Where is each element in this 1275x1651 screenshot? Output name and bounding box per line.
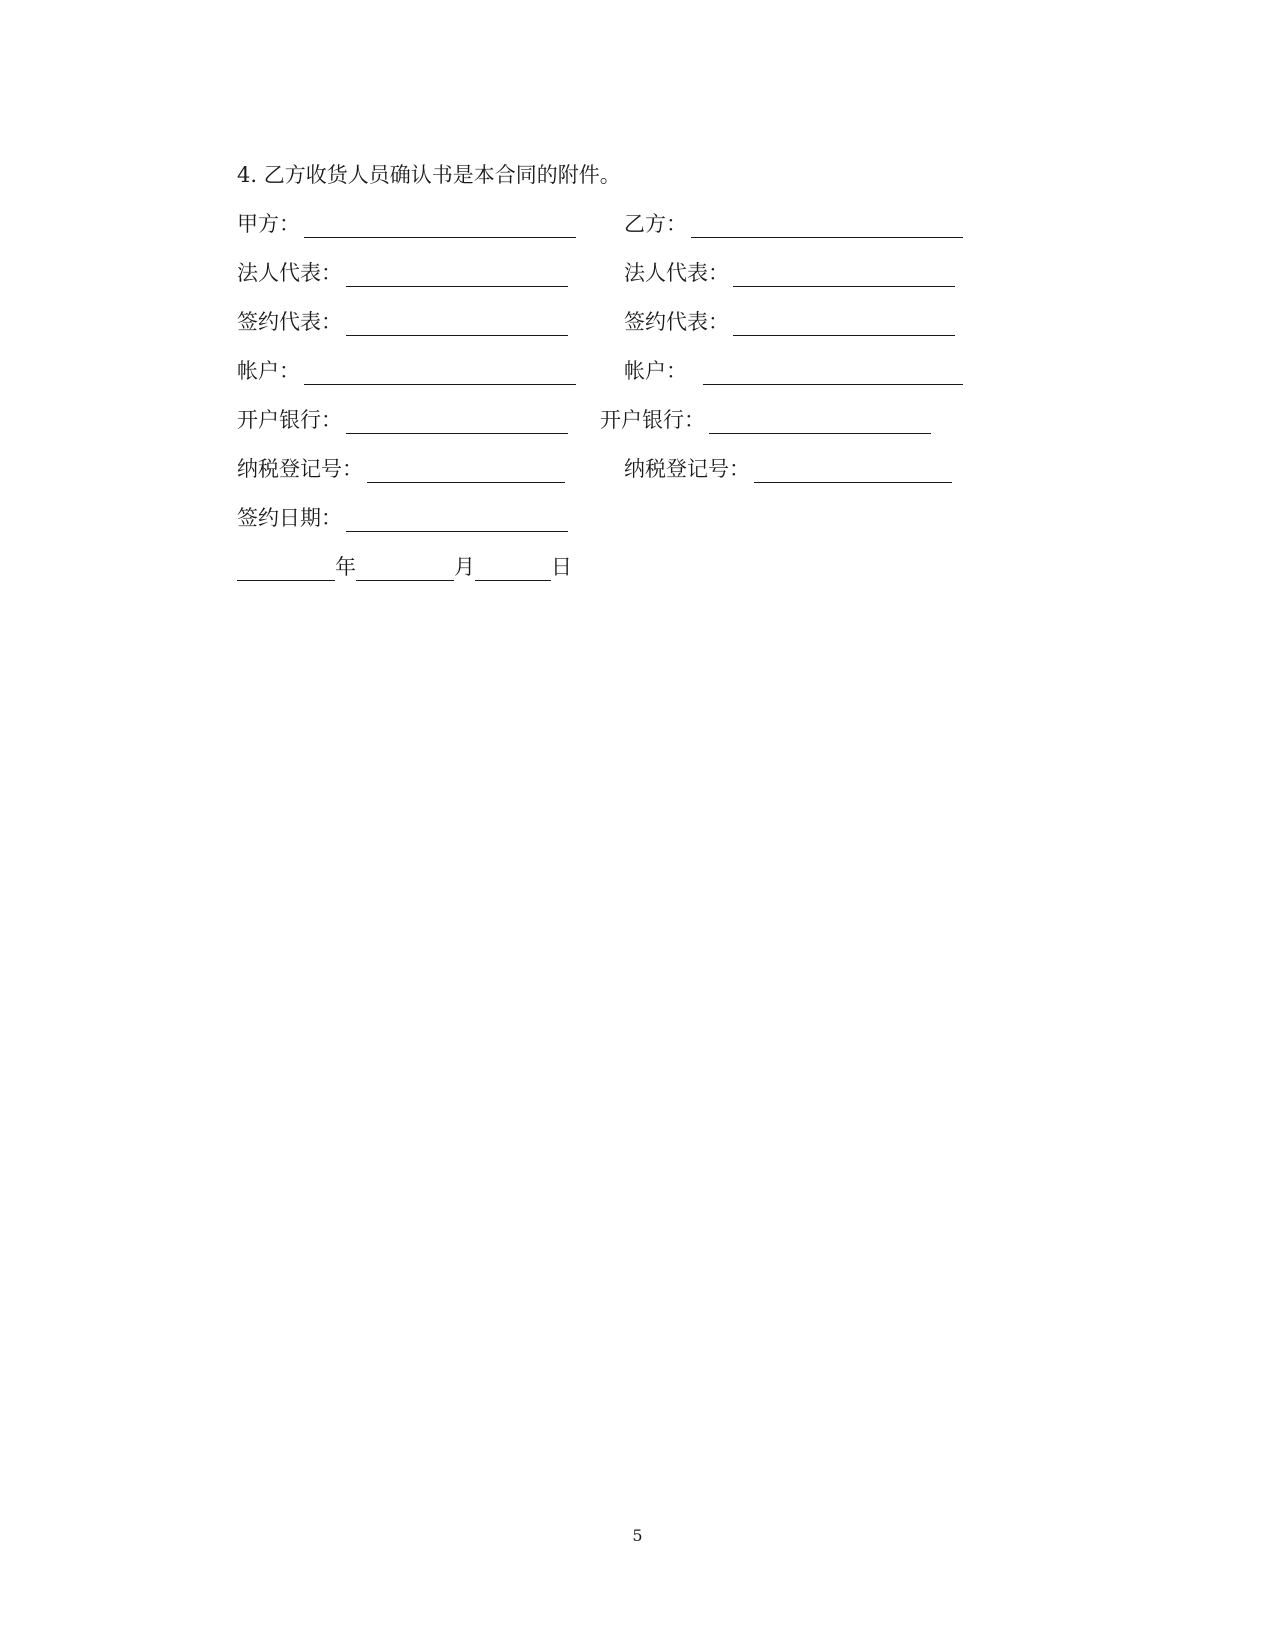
month-blank [356,558,454,581]
party-a-tax-no-blank [367,460,565,483]
party-b-signing-rep-field [624,308,955,336]
party-a-name-field [237,210,576,238]
party-b-bank-label: 开户银行： [600,408,705,432]
party-a-tax-no-field [237,455,565,483]
party-b-name-blank [691,215,963,238]
party-b-signing-rep-blank [733,313,955,336]
party-a-legal-rep-blank [346,264,568,287]
party-a-signing-rep-blank [346,313,568,336]
month-unit: 月 [454,555,475,579]
party-b-tax-no-label: 纳税登记号： [624,457,750,481]
party-a-tax-no-label: 纳税登记号： [237,457,363,481]
party-b-legal-rep-label: 法人代表： [624,261,729,285]
party-b-account-field [624,357,963,385]
party-a-name-blank [304,215,576,238]
year-blank [237,558,335,581]
party-a-sign-date-blank [346,509,568,532]
party-b-bank-blank [709,411,931,434]
party-b-name-field [624,210,963,238]
party-b-legal-rep-blank [733,264,955,287]
party-a-bank-label: 开户银行： [237,408,342,432]
party-b-tax-no-blank [754,460,952,483]
party-a-signing-rep-label: 签约代表： [237,310,342,334]
party-b-account-label: 帐户： [624,359,687,383]
party-a-signing-rep-field [237,308,568,336]
party-b-bank-field [600,406,931,434]
party-b-name-label: 乙方： [624,212,687,236]
party-b-tax-no-field [624,455,952,483]
party-a-legal-rep-label: 法人代表： [237,261,342,285]
page-number: 5 [632,1526,643,1545]
clause-item-4: 4. 乙方收货人员确认书是本合同的附件。 [237,163,621,187]
day-blank [475,558,551,581]
party-a-account-field [237,357,576,385]
party-a-account-label: 帐户： [237,359,300,383]
party-b-signing-rep-label: 签约代表： [624,310,729,334]
party-a-bank-blank [346,411,568,434]
party-b-account-blank [703,362,963,385]
party-a-account-blank [304,362,576,385]
date-line [237,553,572,581]
year-unit: 年 [335,555,356,579]
party-a-name-label: 甲方： [237,212,300,236]
party-a-bank-field [237,406,568,434]
party-a-sign-date-label: 签约日期： [237,506,342,530]
party-b-legal-rep-field [624,259,955,287]
party-a-legal-rep-field [237,259,568,287]
day-unit: 日 [551,555,572,579]
party-a-sign-date-field [237,504,568,532]
